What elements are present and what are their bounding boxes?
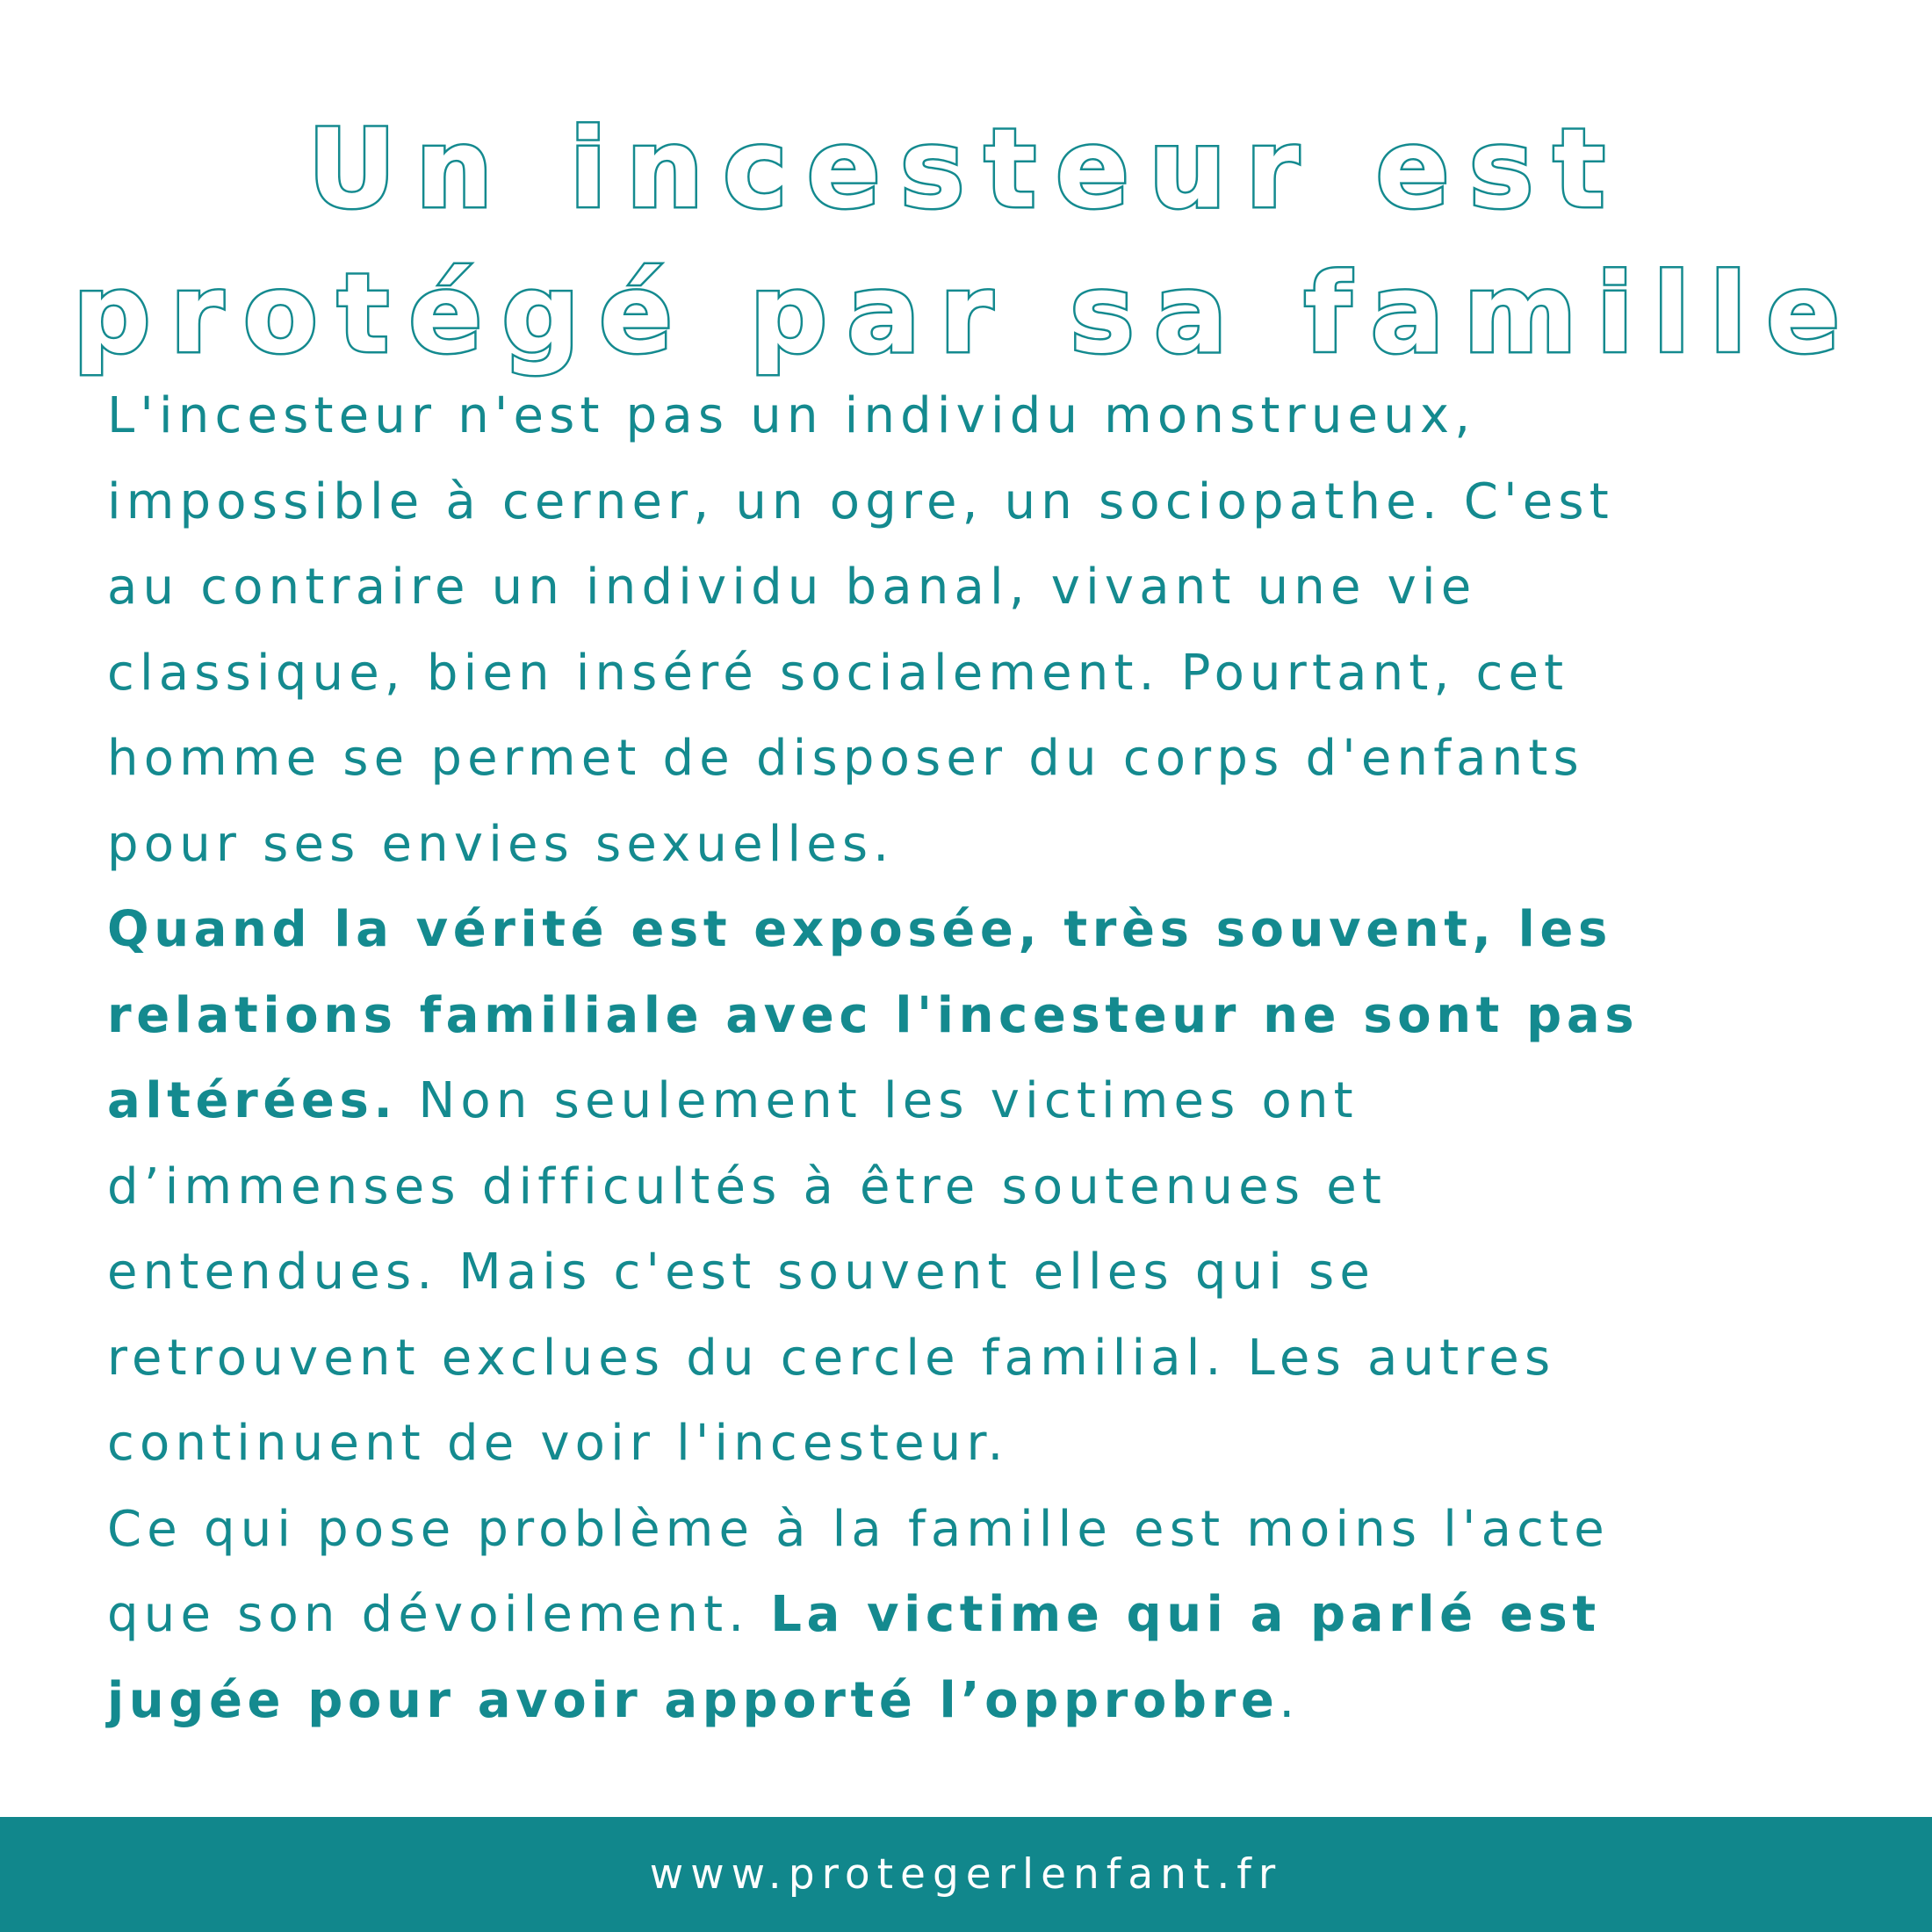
emphasis-text: jugée pour avoir apporté l’opprobre xyxy=(107,1671,1280,1729)
body-text-segment: . xyxy=(1279,1671,1301,1729)
body-line xyxy=(107,1058,1855,1144)
body-line: entendues. Mais c'est souvent elles qui se xyxy=(107,1244,1376,1301)
body-line xyxy=(107,973,1855,1059)
body-text-segment: Non seulement les victimes ont xyxy=(397,1072,1359,1129)
body-line: classique, bien inséré socialement. Pourtant, cet xyxy=(107,644,1569,702)
body-line xyxy=(107,1658,1855,1744)
emphasis-text: altérées. xyxy=(107,1072,398,1129)
body-line: impossible à cerner, un ogre, un sociopathe. C'est xyxy=(107,472,1614,530)
body-line: pour ses envies sexuelles. xyxy=(107,815,895,873)
title-line-2: protégé par sa famille xyxy=(72,251,1860,378)
body-line: d’immenses difficultés à être soutenues et xyxy=(107,1157,1388,1215)
emphasis-text: Quand la vérité est exposée, très souvent, les xyxy=(107,901,1612,958)
body-line: au contraire un individu banal, vivant une vie xyxy=(107,559,1477,616)
body-text-segment: que son dévoilement. xyxy=(107,1586,771,1643)
page-title xyxy=(0,97,1932,387)
emphasis-text: La victime qui a parlé est xyxy=(770,1586,1601,1643)
body-text xyxy=(107,373,1855,1743)
body-line: L'incesteur n'est pas un individu monstrueux, xyxy=(107,387,1476,444)
body-line: continuent de voir l'incesteur. xyxy=(107,1415,1009,1472)
body-line: homme se permet de disposer du corps d'enfants xyxy=(107,730,1584,787)
footer-bar xyxy=(0,1817,1932,1932)
emphasis-text: relations familiale avec l'incesteur ne sont pas xyxy=(107,986,1640,1044)
website-link[interactable]: www.protegerlenfant.fr xyxy=(649,1850,1283,1899)
title-line-1: Un incesteur est xyxy=(307,106,1625,234)
body-line xyxy=(107,887,1855,973)
body-line: retrouvent exclues du cercle familial. Les autres xyxy=(107,1329,1556,1387)
body-line: Ce qui pose problème à la famille est moins l'acte xyxy=(107,1500,1610,1558)
body-line xyxy=(107,1572,1855,1658)
